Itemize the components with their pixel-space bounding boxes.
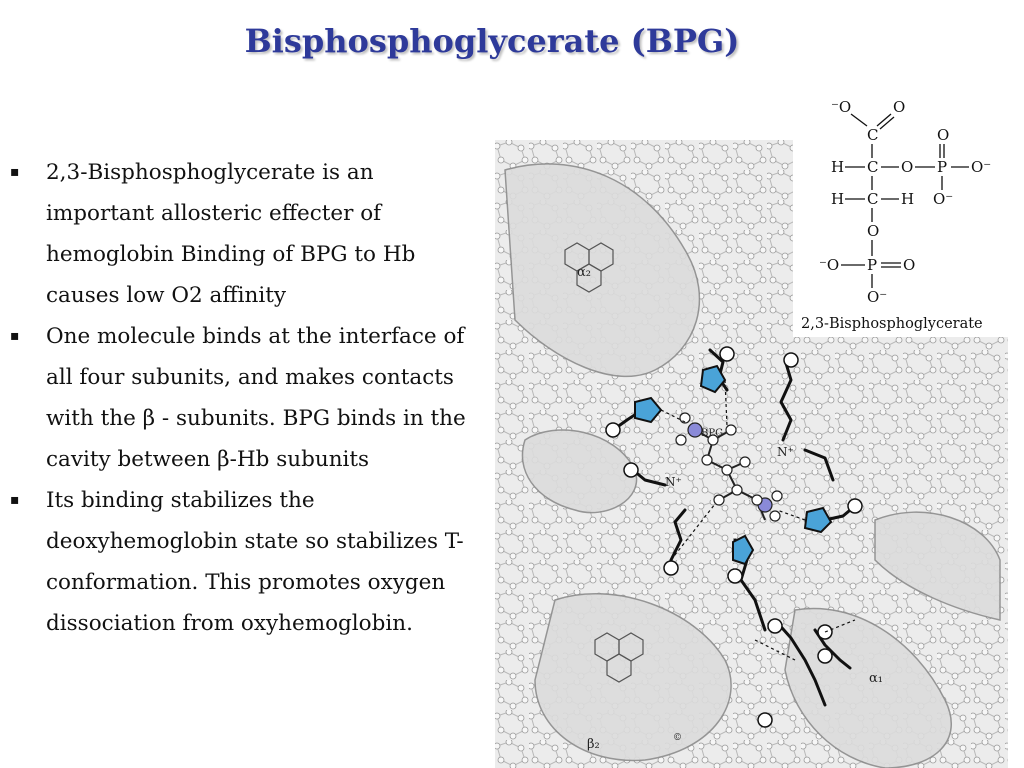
bullet-item [8, 480, 483, 644]
bullet-text: 2,3-Bisphosphoglycerate is an important allosteric effecter of hemoglobin Binding of BPG to Hb causes low O2 affinity [46, 160, 416, 308]
atom-o-minus-bottom: O⁻ [867, 288, 888, 306]
bullet-item [8, 316, 483, 480]
bullet-item [8, 152, 483, 316]
atom-c-low: C [867, 190, 879, 208]
atom-o-below-p: O⁻ [933, 190, 954, 208]
bpg-structure-formula [793, 92, 1024, 337]
atom-h3: H [901, 190, 915, 208]
n-terminus-right-label: N⁺ [777, 445, 794, 459]
bullet-text: One molecule binds at the interface of all four subunits, and makes contacts with the β - subunits. BPG binds in the cavity between β-Hb subunits [46, 324, 466, 472]
bpg-structure-drawing [793, 92, 1024, 337]
bullet-text: Its binding stabilizes the deoxyhemoglobin state so stabilizes T-conformation. This promotes oxygen dissociation from oxyhemoglobin. [46, 488, 464, 636]
atom-c-mid: C [867, 158, 879, 176]
atom-o-above-p: O [937, 126, 950, 144]
alpha2-label: α₂ [577, 265, 591, 280]
bpg-label: BPG [701, 428, 724, 439]
atom-o-mid: O [901, 158, 914, 176]
beta2-label: β₂ [587, 737, 600, 752]
slide-title: Bisphosphoglycerate (BPG) [244, 22, 740, 60]
copyright-label: © [673, 733, 682, 743]
atom-h1: H [831, 158, 845, 176]
bullet-marker: ▪ [10, 492, 20, 508]
atom-c-top: C [867, 126, 879, 144]
atom-o-minus-top: ⁻O [831, 98, 852, 116]
atom-o-eq: O [903, 256, 916, 274]
atom-o-top: O [893, 98, 906, 116]
bullet-marker: ▪ [10, 164, 20, 180]
atom-o-minus-left: ⁻O [819, 256, 840, 274]
bullet-marker: ▪ [10, 328, 20, 344]
atom-o-link: O [867, 222, 880, 240]
atom-p-top: P [937, 158, 948, 176]
atom-o-minus-right: O⁻ [971, 158, 992, 176]
atom-p-bottom: P [867, 256, 878, 274]
alpha1-label: α₁ [869, 671, 883, 686]
structure-caption: 2,3-Bisphosphoglycerate [801, 316, 983, 332]
atom-h2: H [831, 190, 845, 208]
bullet-list [8, 152, 483, 644]
n-terminus-left-label: N⁺ [665, 475, 682, 489]
